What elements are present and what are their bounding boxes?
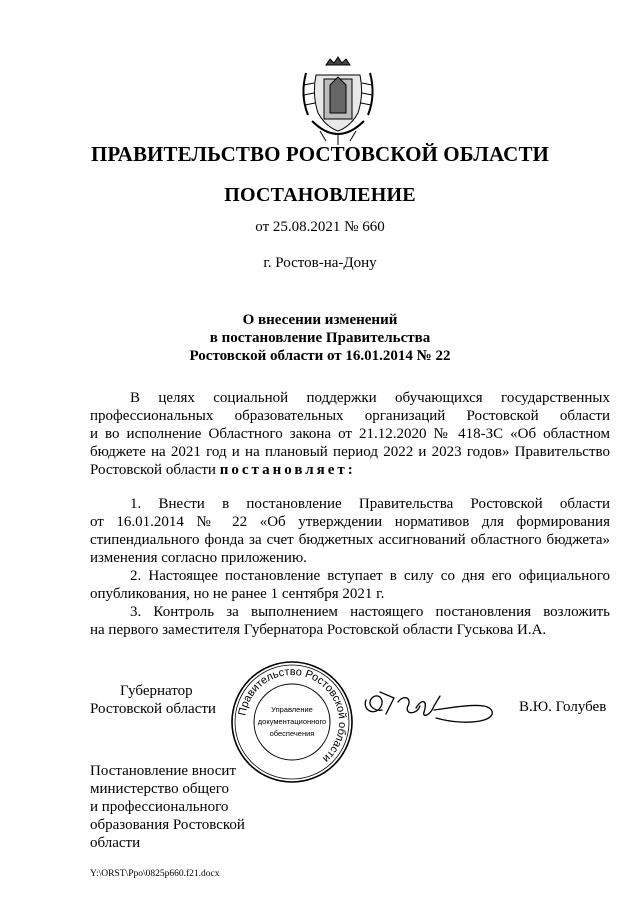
item-line: от 16.01.2014 № 22 «Об утверждении нормативов для формирования — [90, 514, 610, 530]
stamp-ring-text: Правительство Ростовской области — [236, 665, 349, 765]
preamble-line: бюджете на 2021 год и на плановый период 2022 и 2023 годов» Правительство — [90, 444, 610, 460]
item-line: 1. Внести в постановление Правительства Ростовской области — [130, 496, 610, 512]
note-line: области — [90, 835, 141, 851]
subject-line: в постановление Правительства — [209, 330, 431, 346]
preamble-text: Ростовской области — [90, 462, 220, 478]
date-number: от 25.08.2021 № 660 — [255, 219, 385, 235]
city: г. Ростов-на-Дону — [263, 255, 377, 271]
item-line: на первого заместителя Губернатора Ростовской области Гуськова И.А. — [90, 622, 547, 638]
stamp-inner-text: документационного — [257, 717, 327, 726]
signatory-title — [90, 682, 216, 718]
official-stamp — [230, 660, 354, 784]
signatory-name: В.Ю. Голубев — [519, 699, 607, 715]
item-line: опубликования, но не ранее 1 сентября 2021 г. — [90, 586, 385, 602]
file-path: Y:\ORST\Ppo\0825p660.f21.docx — [90, 869, 220, 879]
item-2 — [90, 567, 610, 603]
preamble-line: профессиональных образовательных организаций Ростовской области — [90, 408, 610, 424]
stamp-inner-text: Управление — [271, 705, 313, 714]
item-line: стипендиального фонда за счет бюджетных ассигнований областного бюджета» — [90, 532, 610, 548]
note-line: Постановление вносит — [90, 763, 237, 779]
item-line: 3. Контроль за выполнением настоящего постановления возложить — [130, 604, 610, 620]
item-line: изменения согласно приложению. — [90, 550, 307, 566]
preamble-line — [90, 461, 610, 479]
preamble-line: и во исполнение Областного закона от 21.12.2020 № 418-ЗС «Об областном — [90, 426, 610, 442]
preamble — [90, 389, 610, 479]
preamble-line: В целях социальной поддержки обучающихся государственных — [130, 390, 610, 406]
resolves-word: постановляет: — [219, 462, 356, 478]
item-line: 2. Настоящее постановление вступает в силу со дня его официального — [130, 568, 610, 584]
government-title: ПРАВИТЕЛЬСТВО РОСТОВСКОЙ ОБЛАСТИ — [91, 142, 549, 166]
subject-line: Ростовской области от 16.01.2014 № 22 — [189, 348, 451, 364]
stamp-inner-text: обеспечения — [269, 729, 315, 738]
signatory-title-line: Губернатор — [120, 683, 193, 699]
item-3 — [90, 603, 610, 639]
note-line: образования Ростовской — [90, 817, 245, 833]
submitted-by-note — [90, 762, 245, 852]
signatory-title-line: Ростовской области — [90, 701, 216, 717]
subject-heading — [0, 311, 640, 365]
item-1 — [90, 495, 610, 567]
subject-line: О внесении изменений — [242, 312, 398, 328]
document-type: ПОСТАНОВЛЕНИЕ — [224, 184, 416, 206]
coat-of-arms-emblem — [296, 55, 380, 149]
note-line: и профессионального — [90, 799, 229, 815]
note-line: министерство общего — [90, 781, 230, 797]
handwritten-signature — [360, 686, 500, 730]
